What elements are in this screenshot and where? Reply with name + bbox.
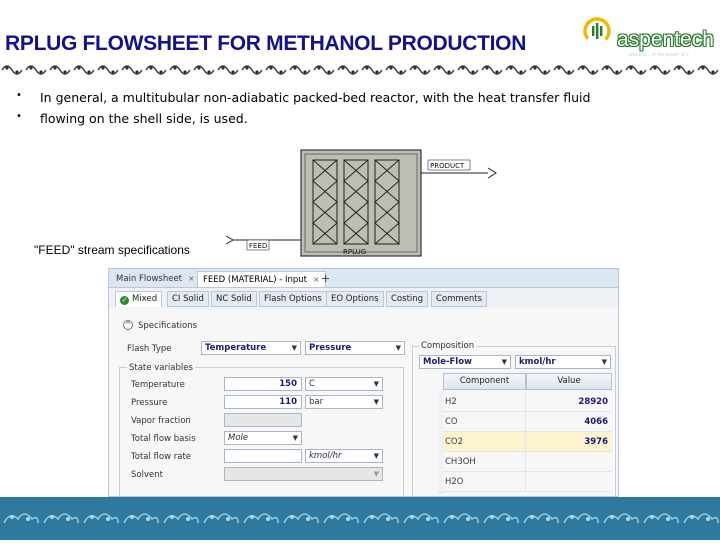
temperature-input[interactable]: 150 (224, 377, 302, 391)
bottom-decorative-band (0, 497, 720, 540)
tab-eo-options[interactable]: EO Options (326, 291, 384, 307)
product-stream-label: PRODUCT (430, 162, 465, 170)
bullet-list (12, 90, 590, 132)
aspentech-logo-icon (583, 14, 617, 50)
table-row[interactable] (438, 412, 612, 432)
close-icon[interactable]: × (188, 274, 195, 283)
tab-ci-solid[interactable]: CI Solid (167, 291, 209, 307)
chevron-down-icon: ▼ (373, 398, 379, 406)
composition-basis-select[interactable]: Mole-Flow ▼ (419, 355, 511, 369)
slide-title: RPLUG FLOWSHEET FOR METHANOL PRODUCTION (5, 32, 527, 55)
decorative-band (0, 60, 720, 80)
flash-type-1-select[interactable]: Temperature ▼ (201, 341, 301, 355)
aspen-input-window (108, 268, 619, 497)
vapor-fraction-input[interactable] (224, 413, 302, 427)
total-flow-rate-input[interactable] (224, 449, 302, 463)
check-icon: ✓ (121, 296, 128, 304)
chevron-down-icon: ▼ (373, 470, 379, 478)
specifications-label: Specifications (138, 321, 198, 331)
state-variables-label: State variables (129, 363, 193, 373)
state-var-label: Vapor fraction (131, 416, 191, 426)
bullet-item: • flowing on the shell side, is used. (16, 111, 248, 126)
component-value[interactable]: 3976 (526, 432, 612, 452)
column-header-component[interactable]: Component (443, 373, 526, 390)
chevron-down-icon: ▼ (292, 434, 298, 442)
document-tab-strip (109, 269, 619, 288)
component-name: H2O (443, 472, 526, 492)
reactor-label: RPLUG (343, 248, 367, 256)
component-value[interactable]: 28920 (526, 392, 612, 412)
feed-caption: "FEED" stream specifications (34, 243, 190, 257)
flash-type-2-select[interactable]: Pressure ▼ (305, 341, 405, 355)
pressure-input[interactable]: 110 (224, 395, 302, 409)
tab-feed-input[interactable]: FEED (MATERIAL) - Input × (197, 271, 326, 287)
tab-nc-solid[interactable]: NC Solid (211, 291, 257, 307)
close-icon[interactable]: × (313, 275, 320, 284)
component-name: CO2 (443, 432, 526, 452)
logo-tagline: process... in the power of x (629, 52, 689, 58)
sub-tab-bar (109, 288, 619, 308)
state-var-label: Solvent (131, 470, 163, 480)
flow-rate-unit-select[interactable]: kmol/hr ▼ (305, 449, 383, 463)
composition-unit-select[interactable]: kmol/hr ▼ (515, 355, 611, 369)
chevron-down-icon: ▼ (395, 344, 401, 352)
state-var-label: Total flow basis (131, 434, 196, 444)
temperature-unit-select[interactable]: C ▼ (305, 377, 383, 391)
component-value[interactable]: 4066 (526, 412, 612, 432)
tab-flash-options[interactable]: Flash Options (259, 291, 327, 307)
collapse-icon[interactable]: ^ (123, 320, 133, 330)
state-var-label: Temperature (131, 380, 185, 390)
component-value[interactable] (526, 472, 612, 492)
solvent-select[interactable] (224, 467, 383, 481)
flash-type-label: Flash Type (127, 344, 172, 354)
tab-mixed[interactable]: ✓ Mixed (115, 291, 162, 307)
add-tab-button[interactable]: + (321, 272, 331, 285)
table-row[interactable] (438, 432, 612, 452)
chevron-down-icon: ▼ (373, 380, 379, 388)
state-var-label: Pressure (131, 398, 168, 408)
table-row[interactable] (438, 452, 612, 472)
rplug-flowsheet-diagram (210, 148, 510, 263)
feed-stream-label: FEED (249, 242, 268, 250)
state-var-label: Total flow rate (131, 452, 192, 462)
chevron-down-icon: ▼ (601, 358, 607, 366)
component-name: CH3OH (443, 452, 526, 472)
component-value[interactable] (526, 452, 612, 472)
tab-comments[interactable]: Comments (431, 291, 487, 307)
table-row[interactable] (438, 392, 612, 412)
table-row[interactable] (438, 472, 612, 492)
component-name: H2 (443, 392, 526, 412)
logo-wordmark: aspentech (617, 28, 714, 51)
component-name: CO (443, 412, 526, 432)
bullet-text: In general, a multitubular non-adiabatic packed-bed reactor, with the heat transfer fluid (40, 90, 591, 105)
aspentech-logo (583, 14, 715, 56)
chevron-down-icon: ▼ (373, 452, 379, 460)
chevron-down-icon: ▼ (501, 358, 507, 366)
tab-costing[interactable]: Costing (386, 291, 428, 307)
bullet-text: flowing on the shell side, is used. (40, 111, 248, 126)
bullet-item: • In general, a multitubular non-adiabatic packed-bed reactor, with the heat transfer fluid (16, 90, 591, 105)
column-header-value[interactable]: Value (526, 373, 612, 390)
total-flow-basis-select[interactable]: Mole ▼ (224, 431, 302, 445)
tab-main-flowsheet[interactable]: Main Flowsheet × (116, 274, 195, 284)
composition-label: Composition (421, 341, 475, 351)
pressure-unit-select[interactable]: bar ▼ (305, 395, 383, 409)
chevron-down-icon: ▼ (291, 344, 297, 352)
